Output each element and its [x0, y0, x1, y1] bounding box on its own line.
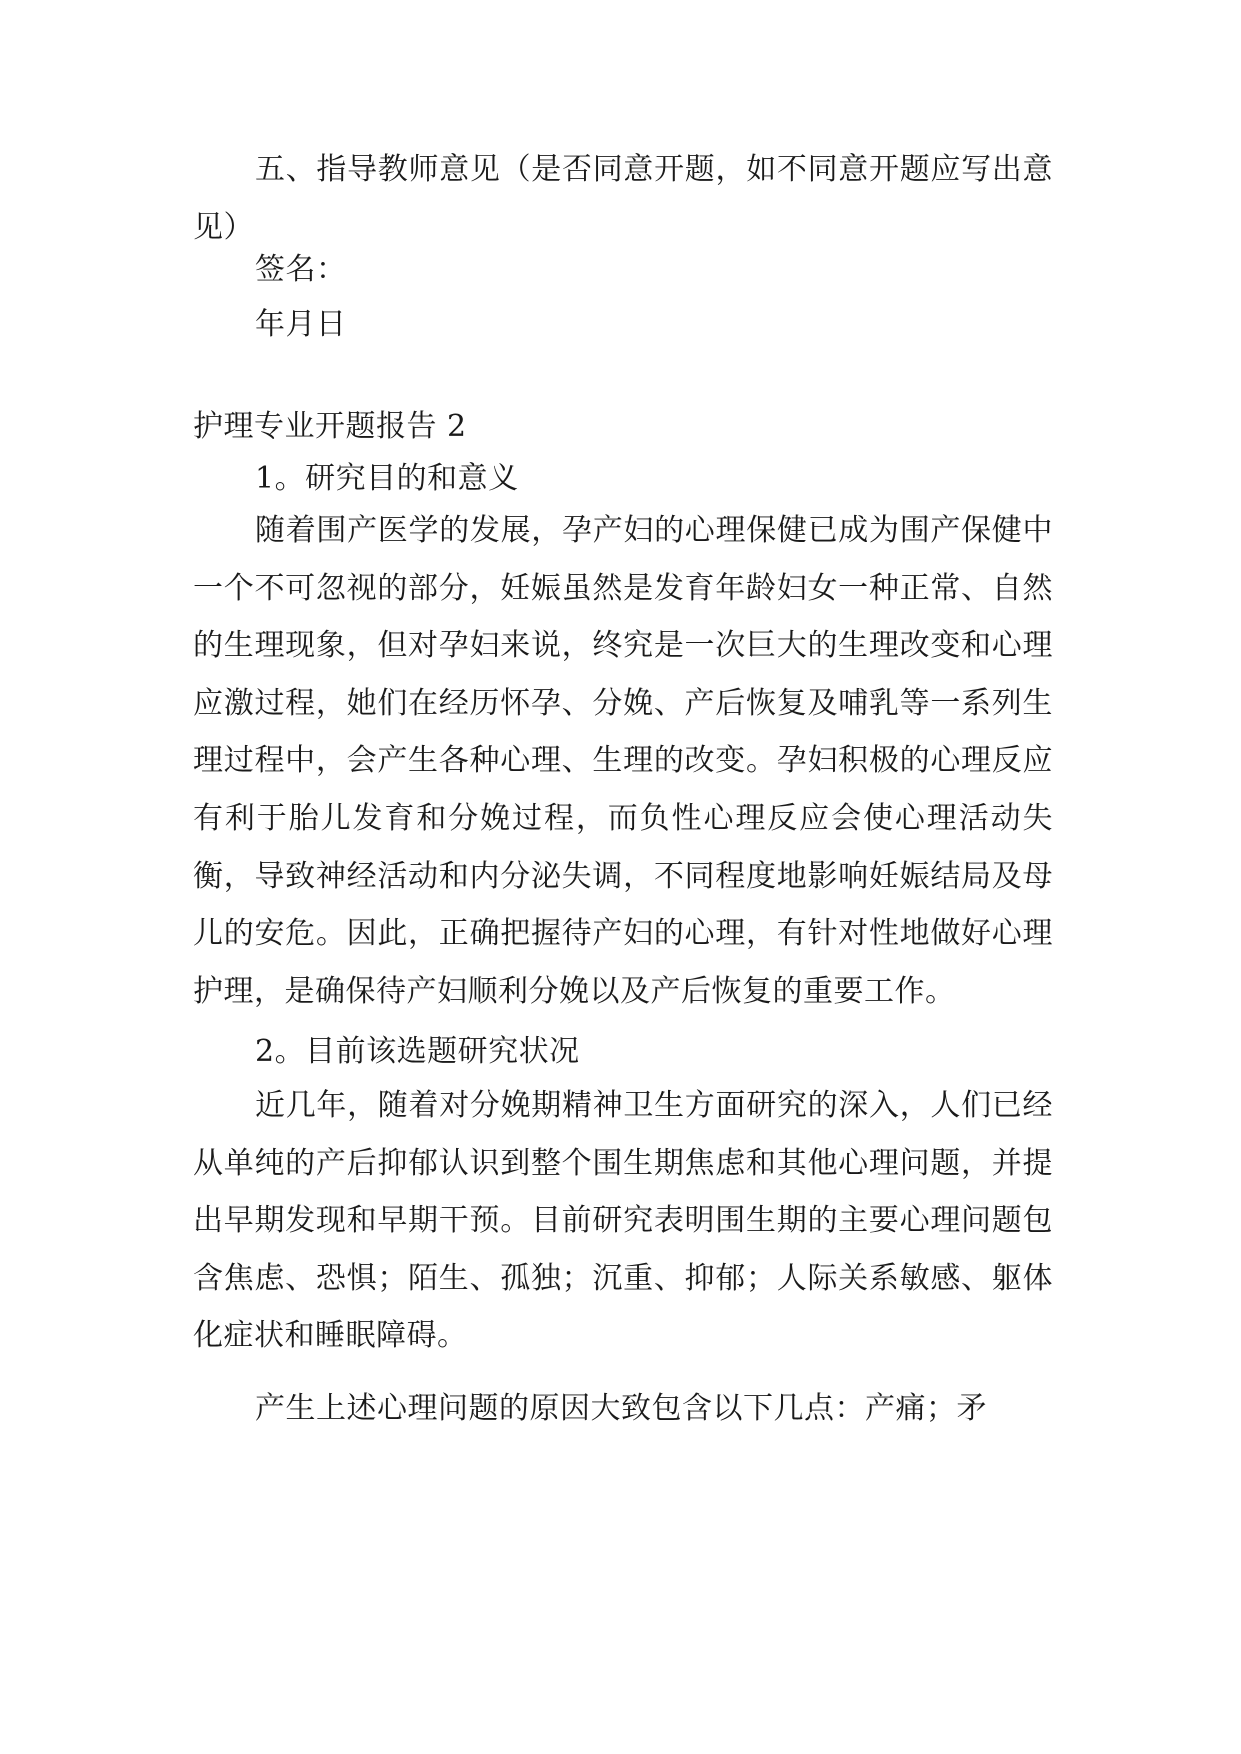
signature-label: 签名： [255, 252, 347, 287]
item2-body-continued: 产生上述心理问题的原因大致包含以下几点：产痛；矛 [255, 1391, 987, 1426]
date-label: 年月日 [255, 307, 347, 342]
item1-body: 随着围产医学的发展，孕产妇的心理保健已成为围产保健中一个不可忽视的部分，妊娠虽然是发育年龄妇女一种正常、自然的生理现象，但对孕妇来说，终究是一次巨大的生理改变和心理应激过程，她们在经历怀孕、分娩、产后恢复及哺乳等一系列生理过程中，会产生各种心理、生理的改变。孕妇积极的心理反应有利于胎儿发育和分娩过程，而负性心理反应会使心理活动失衡，导致神经活动和内分泌失调，不同程度地影响妊娠结局及母儿的安危。因此，正确把握待产妇的心理，有针对性地做好心理护理，是确保待产妇顺利分娩以及产后恢复的重要工作。 [193, 513, 1053, 1009]
section5-heading: 五、指导教师意见（是否同意开题，如不同意开题应写出意见） [193, 152, 1053, 245]
item2-body: 近几年，随着对分娩期精神卫生方面研究的深入，人们已经从单纯的产后抑郁认识到整个围生期焦虑和其他心理问题，并提出早期发现和早期干预。目前研究表明围生期的主要心理问题包含焦虑、恐惧；陌生、孤独；沉重、抑郁；人际关系敏感、躯体化症状和睡眠障碍。 [193, 1088, 1053, 1354]
item2-heading: 2。目前该选题研究状况 [255, 1034, 580, 1069]
report-title: 护理专业开题报告 2 [193, 409, 467, 444]
item1-heading: 1。研究目的和意义 [255, 461, 519, 496]
